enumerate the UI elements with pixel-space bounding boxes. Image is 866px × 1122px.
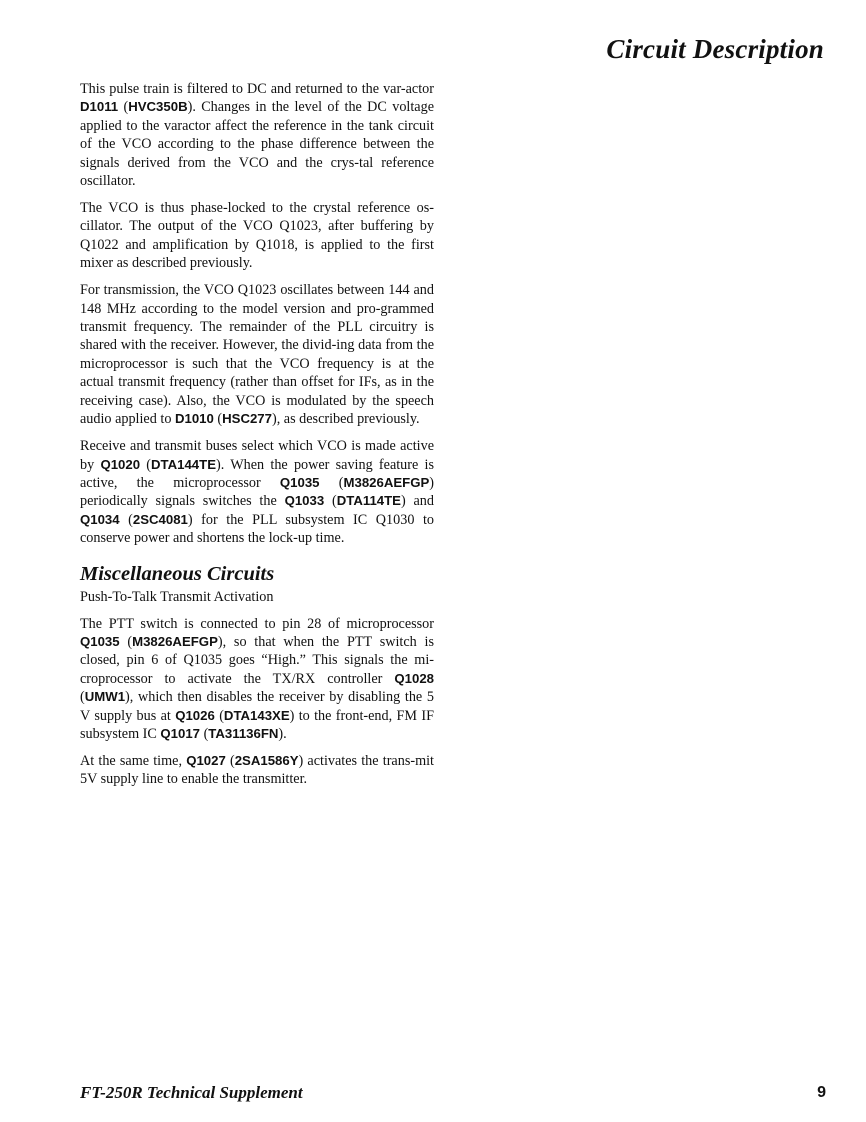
paragraph — [80, 80, 434, 190]
part-designator: Q1027 — [186, 752, 226, 768]
text-run: At the same time, — [80, 752, 187, 769]
text-run: ( — [200, 725, 209, 742]
text-run: For transmission, the VCO Q1023 oscillates between 144 and 148 MHz according to the model version and pro-grammed transmit frequency. The remainder of the PLL circuitry is shared with the receiver. However, the divid-ing data from the microprocessor is such that the VCO frequency is at the actual transmit frequency (rather than offset for IFs, as in the receiving case). Also, the VCO is modulated by the speech audio applied to — [80, 282, 434, 428]
text-run: ( — [80, 689, 85, 706]
part-designator: Q1017 — [160, 725, 201, 741]
text-run: ( — [118, 99, 129, 116]
text-run: ( — [225, 752, 235, 769]
part-designator: DTA144TE — [151, 456, 216, 472]
text-run: ( — [324, 493, 337, 510]
text-run: Receive and transmit buses select which VCO is made active by — [80, 438, 434, 473]
text-run: ( — [140, 456, 152, 473]
footer-page-number: 9 — [817, 1084, 826, 1101]
part-designator: Q1035 — [279, 474, 320, 490]
text-run: ) to the front-end, FM IF subsystem IC — [80, 707, 434, 742]
part-designator: Q1033 — [284, 493, 325, 509]
part-designator: D1011 — [80, 99, 119, 115]
part-designator: M3826AEFGP — [343, 474, 430, 490]
part-designator: TA31136FN — [208, 725, 279, 741]
paragraph — [80, 752, 434, 789]
part-designator: HSC277 — [222, 411, 272, 427]
paragraph — [80, 281, 434, 428]
part-designator: Q1028 — [394, 670, 434, 686]
part-designator: Q1034 — [80, 511, 120, 527]
text-run: ) periodically signals switches the — [80, 474, 434, 510]
part-designator: DTA114TE — [336, 493, 401, 509]
text-run: ) activates the trans-mit 5V supply line to enable the transmitter. — [80, 752, 434, 788]
text-run: ) for the PLL subsystem IC Q1030 to conserve power and shortens the lock-up time. — [80, 511, 434, 547]
text-run: ( — [119, 511, 133, 528]
text-run: This pulse train is filtered to DC and returned to the var-actor — [80, 81, 434, 97]
section-paragraphs — [80, 615, 434, 789]
text-run: ( — [213, 411, 223, 428]
part-designator: HVC350B — [128, 99, 188, 115]
footer-document-title: FT-250R Technical Supplement — [80, 1083, 303, 1102]
body-column — [80, 80, 434, 797]
text-run: ). — [278, 725, 287, 742]
part-designator: D1010 — [174, 411, 214, 427]
paragraph — [80, 615, 434, 744]
paragraph — [80, 437, 434, 547]
part-designator: Q1020 — [100, 456, 141, 472]
part-designator: UMW1 — [84, 689, 126, 705]
text-run: ( — [214, 707, 224, 724]
body-paragraphs — [80, 80, 434, 548]
part-designator: 2SC4081 — [132, 511, 188, 527]
section-heading: Miscellaneous Circuits — [80, 562, 275, 585]
text-run: The PTT switch is connected to pin 28 of microprocessor — [80, 615, 434, 632]
text-run: The VCO is thus phase-locked to the crystal reference os-cillator. The output of the VCO Q1023, after buffering by Q1022 and amplification by Q1018, is applied to the first mixer as described previously. — [80, 200, 434, 272]
page-header-title: Circuit Description — [606, 34, 824, 64]
text-run: ( — [119, 633, 133, 650]
text-run: ( — [319, 474, 344, 491]
section-subheading: Push-To-Talk Transmit Activation — [80, 588, 274, 605]
text-run: ), as described previously. — [271, 411, 420, 428]
text-run: ), which then disables the receiver by disabling the 5 V supply bus at — [80, 689, 434, 724]
text-run: ) and — [400, 493, 434, 510]
part-designator: Q1035 — [80, 633, 120, 649]
part-designator: Q1026 — [175, 707, 215, 723]
text-run: ). When the power saving feature is active, the microprocessor — [80, 456, 434, 491]
part-designator: M3826AEFGP — [132, 633, 218, 649]
paragraph — [80, 199, 434, 273]
part-designator: DTA143XE — [223, 707, 290, 723]
text-run: ). Changes in the level of the DC voltage applied to the varactor affect the reference in the tank circuit of the VCO according to the phase difference between the signals derived from the VCO and the crys-tal reference oscillator. — [80, 99, 434, 190]
part-designator: 2SA1586Y — [234, 752, 299, 768]
text-run: ), so that when the PTT switch is closed, pin 6 of Q1035 goes “High.” This signals the mi-croprocessor to activate the TX/RX controller — [80, 633, 434, 687]
